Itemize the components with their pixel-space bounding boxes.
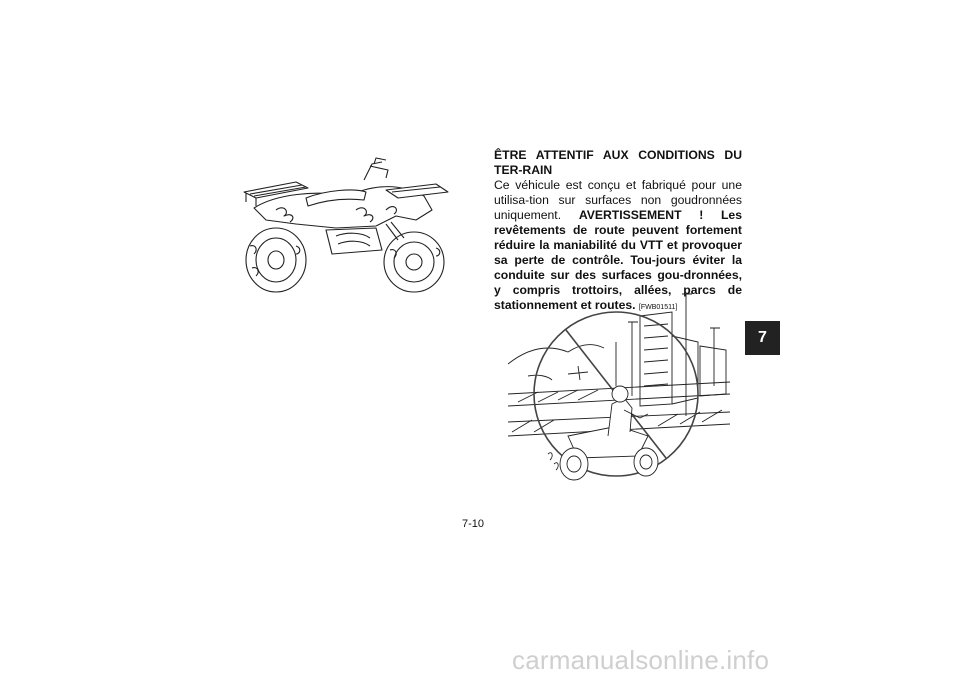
watermark: carmanualsonline.info xyxy=(512,645,770,675)
page-number: 7-10 xyxy=(462,518,485,530)
atv-illustration xyxy=(236,150,451,296)
paved-road-prohibited-illustration xyxy=(508,286,730,494)
section-heading: ÊTRE ATTENTIF AUX CONDITIONS DU TER-RAIN xyxy=(494,148,742,177)
reference-code: [FWB01511] xyxy=(638,304,678,311)
warning-text: AVERTISSEMENT ! Les revêtements de route peuvent fortement réduire la maniabilité du VTT et provoquer sa perte de contrôle. Tou-jours éviter la conduite sur des surfaces gou-dronnées, y compris trottoirs, allées, parcs de stationnement et routes. xyxy=(494,208,742,312)
chapter-tab: 7 xyxy=(745,321,780,355)
intro-text: Ce véhicule est conçu et fabriqué pour une utilisa-tion sur surfaces non goudronnées uniquement. xyxy=(494,178,742,222)
